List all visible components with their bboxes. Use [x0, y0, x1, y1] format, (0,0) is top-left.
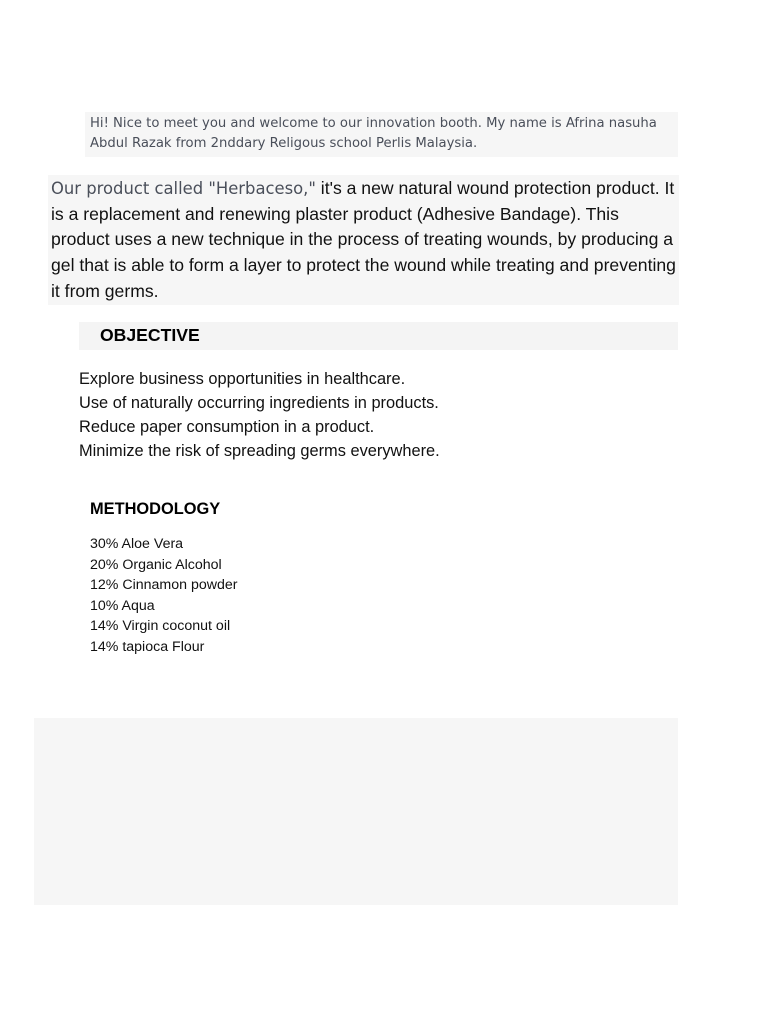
ingredient-item: 12% Cinnamon powder: [90, 577, 238, 594]
greeting-text: Hi! Nice to meet you and welcome to our innovation booth. My name is Afrina nasuha Abdul Razak from 2nddary Religous school Perlis Malaysia.: [85, 112, 678, 157]
methodology-heading: METHODOLOGY: [90, 500, 221, 518]
intro-lead: Our product called "Herbaceso,": [51, 179, 316, 198]
objective-item: Use of naturally occurring ingredients in products.: [79, 394, 439, 412]
ingredient-item: 14% Virgin coconut oil: [90, 618, 231, 635]
ingredient-item: 20% Organic Alcohol: [90, 556, 222, 573]
objective-item: Reduce paper consumption in a product.: [79, 418, 375, 436]
methodology-list: [90, 534, 237, 658]
intro-body: it's a new natural wound protection product. It is a replacement and renewing plaster product (Adhesive Bandage). This product uses a new technique in the process of treating wounds, by producing a gel that is able to form a layer to protect the wound while treating and preventing it from germs.: [51, 178, 676, 301]
objective-item: Explore business opportunities in healthcare.: [79, 370, 406, 388]
blank-image-area: [34, 718, 678, 905]
objective-item: Minimize the risk of spreading germs everywhere.: [79, 442, 440, 460]
ingredient-item: 14% tapioca Flour: [90, 638, 205, 655]
ingredient-item: 10% Aqua: [90, 597, 155, 614]
objective-list: [79, 367, 440, 463]
product-intro: [48, 175, 679, 305]
objective-heading: OBJECTIVE: [100, 325, 200, 345]
ingredient-item: 30% Aloe Vera: [90, 536, 184, 552]
